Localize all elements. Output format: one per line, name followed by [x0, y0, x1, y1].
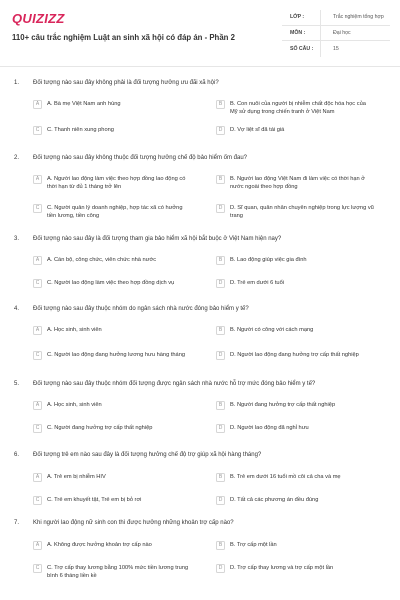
option-text: B. Người lao động Việt Nam đi làm việc có thời hạn ở nước ngoài theo hợp đồng	[230, 176, 366, 190]
question-text: Đối tượng trẻ em nào sau đây là đối tượng hưởng chế độ trợ giúp xã hội hàng tháng?	[33, 452, 262, 458]
option-letter-box: D	[216, 279, 225, 288]
option-letter-box: A	[33, 473, 42, 482]
option-text: A. Trẻ em bị nhiễm HIV	[47, 474, 106, 480]
option-letter-box: A	[33, 401, 42, 410]
option-letter-box: C	[33, 126, 42, 135]
option-text: A. Học sinh, sinh viên	[47, 327, 102, 333]
question-text: Đối tượng nào sau đây thuộc nhóm đối tượng được ngân sách nhà nước hỗ trợ mức đóng bảo hiểm y tế?	[33, 381, 316, 387]
option-text: D. Người lao động đang hưởng trợ cấp thất nghiệp	[230, 352, 359, 358]
option-letter-box: B	[216, 401, 225, 410]
option-text: C. Người quản lý doanh nghiệp, hợp tác xã có hưởng tiền lương, tiền công	[47, 205, 183, 219]
option-letter-box: D	[216, 351, 225, 360]
option-text: B. Lao động giúp việc gia đình	[230, 257, 307, 263]
option-letter-box: B	[216, 473, 225, 482]
question-number: 3.	[14, 236, 20, 242]
option-letter-box: A	[33, 256, 42, 265]
option-letter-box: C	[33, 279, 42, 288]
option-letter-box: C	[33, 564, 42, 573]
question-number: 2.	[14, 155, 20, 161]
info-row-subject	[282, 26, 390, 42]
option-text: B. Trợ cấp một lần	[230, 542, 277, 548]
option-letter-box: A	[33, 175, 42, 184]
worksheet-info-box	[282, 10, 390, 57]
question-number: 1.	[14, 80, 20, 86]
question-text: Đối tượng nào sau đây không thuộc đối tượng hưởng chế độ bảo hiểm ốm đau?	[33, 155, 247, 161]
question-text: Khi người lao động nữ sinh con thì được hưởng những khoản trợ cấp nào?	[33, 520, 234, 526]
option-letter-box: C	[33, 424, 42, 433]
option-text: A. Người lao động làm việc theo hợp đồng lao động có thời hạn từ đủ 1 tháng trở lên	[47, 176, 186, 190]
option-letter-box: A	[33, 100, 42, 109]
option-text: C. Người lao động làm việc theo hợp đồng dịch vụ	[47, 280, 175, 286]
question-number: 6.	[14, 452, 20, 458]
option-letter-box: C	[33, 351, 42, 360]
option-letter-box: B	[216, 541, 225, 550]
info-label: LỚP :	[290, 14, 305, 21]
option-text: D. Người lao động đã nghỉ hưu	[230, 425, 309, 431]
option-text: D. Sĩ quan, quân nhân chuyên nghiệp trong lực lượng vũ trang	[230, 205, 374, 219]
option-letter-box: C	[33, 496, 42, 505]
option-text: A. Học sinh, sinh viên	[47, 402, 102, 408]
option-letter-box: D	[216, 564, 225, 573]
option-letter-box: D	[216, 204, 225, 213]
info-row-question-count	[282, 41, 390, 57]
option-text: C. Người lao động đang hưởng lương hưu hàng tháng	[47, 352, 186, 358]
option-letter-box: B	[216, 100, 225, 109]
option-letter-box: B	[216, 326, 225, 335]
option-text: B. Trẻ em dưới 16 tuổi mồ côi cả cha và mẹ	[230, 474, 341, 480]
option-text: C. Thanh niên xung phong	[47, 127, 114, 133]
option-text: C. Trợ cấp thay lương bằng 100% mức tiền lương trung bình 6 tháng liền kề	[47, 565, 189, 579]
option-text: B. Người có công với cách mạng	[230, 327, 314, 333]
info-label: MÔN :	[290, 29, 306, 36]
question-number: 4.	[14, 306, 20, 312]
option-text: A. Cán bộ, công chức, viên chức nhà nước	[47, 257, 157, 263]
info-label: SỐ CÂU :	[290, 45, 314, 52]
header-divider	[0, 66, 400, 67]
option-letter-box: D	[216, 424, 225, 433]
info-value: 15	[320, 41, 390, 57]
option-letter-box: D	[216, 496, 225, 505]
question-text: Đối tượng nào sau đây không phải là đối tượng hưởng ưu đãi xã hội?	[33, 80, 219, 86]
info-row-class	[282, 10, 390, 26]
info-value: Trắc nghiệm tổng hợp	[320, 10, 390, 25]
option-text: C. Trẻ em khuyết tật, Trẻ em bị bỏ rơi	[47, 497, 142, 503]
option-text: B. Con nuôi của người bị nhiễm chất độc hóa học của Mỹ sử dụng trong chiến tranh ở Việt Nam	[230, 101, 366, 115]
option-text: C. Người đang hưởng trợ cấp thất nghiệp	[47, 425, 153, 431]
option-letter-box: A	[33, 326, 42, 335]
option-text: D. Tất cả các phương án đều đúng	[230, 497, 319, 503]
info-value: Đại học	[320, 26, 390, 41]
option-letter-box: B	[216, 256, 225, 265]
option-letter-box: C	[33, 204, 42, 213]
option-text: B. Người đang hưởng trợ cấp thất nghiệp	[230, 402, 336, 408]
quizizz-logo: QUIZIZZ	[12, 11, 65, 26]
option-text: D. Trợ cấp thay lương và trợ cấp một lần	[230, 565, 334, 571]
option-text: A. Bà mẹ Việt Nam anh hùng	[47, 101, 121, 107]
option-text: A. Không được hưởng khoản trợ cấp nào	[47, 542, 152, 548]
question-number: 5.	[14, 381, 20, 387]
option-letter-box: B	[216, 175, 225, 184]
worksheet-title: 110+ câu trắc nghiệm Luật an sinh xã hội có đáp án - Phần 2	[12, 33, 235, 42]
question-text: Đối tượng nào sau đây thuộc nhóm do ngân sách nhà nước đóng bảo hiểm y tế?	[33, 306, 249, 312]
option-text: D. Vợ liệt sĩ đã tái giá	[230, 127, 285, 133]
option-letter-box: A	[33, 541, 42, 550]
question-number: 7.	[14, 520, 20, 526]
question-text: Đối tượng nào sau đây là đối tượng tham gia bảo hiểm xã hội bắt buộc ở Việt Nam hiện nay?	[33, 236, 282, 242]
option-letter-box: D	[216, 126, 225, 135]
option-text: D. Trẻ em dưới 6 tuổi	[230, 280, 285, 286]
